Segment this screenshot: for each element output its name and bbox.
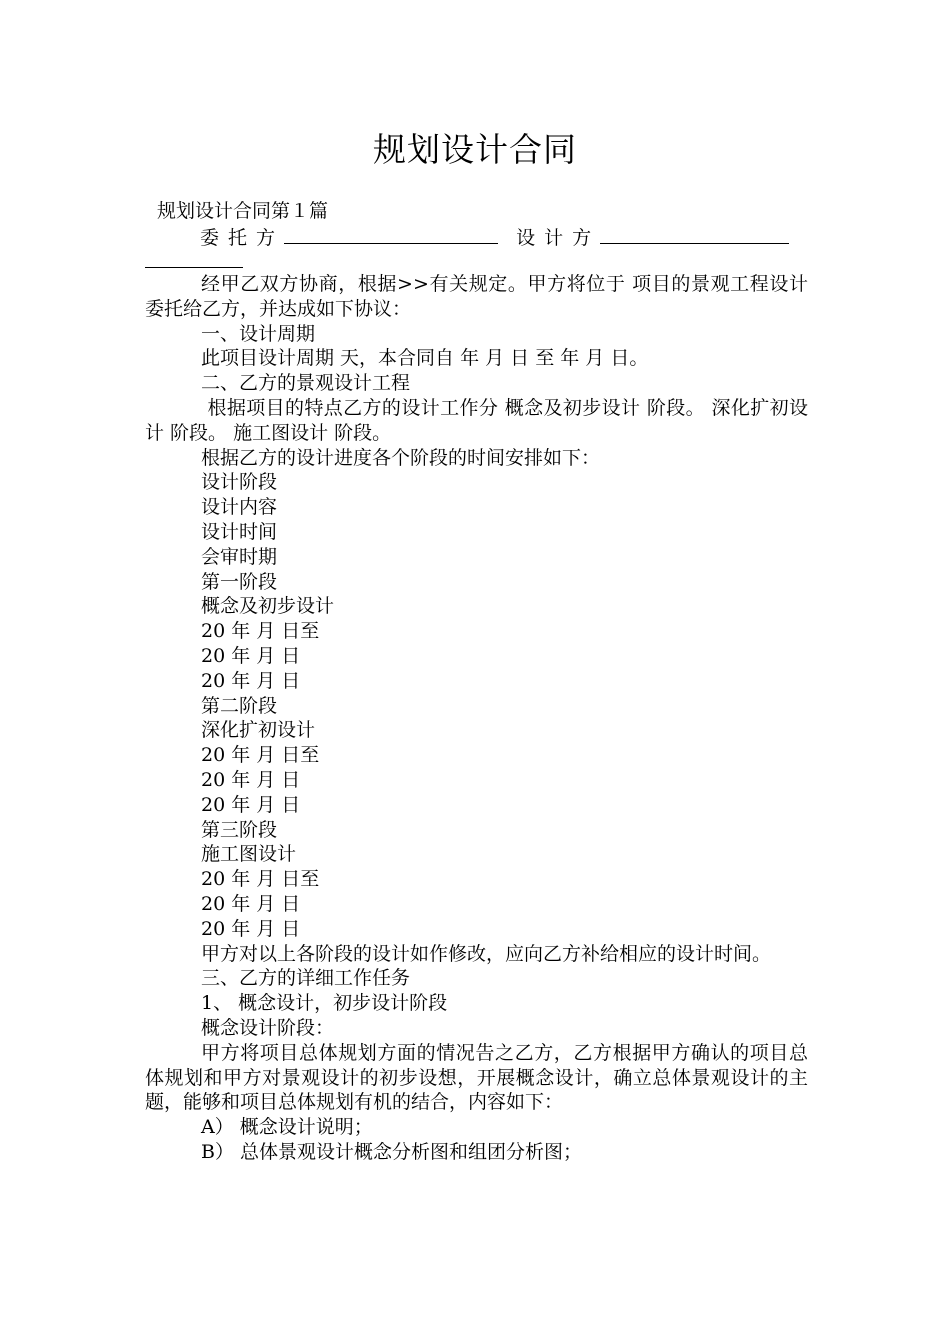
contract-body	[145, 272, 808, 1165]
contract-paragraph: 设计时间	[201, 520, 278, 543]
contract-paragraph: B） 总体景观设计概念分析图和组团分析图；	[201, 1140, 583, 1163]
contract-paragraph: 三、乙方的详细工作任务	[201, 967, 411, 990]
document-title: 规划设计合同	[373, 130, 577, 169]
designer-label: 设计方	[516, 227, 601, 249]
contract-paragraph: 二、乙方的景观设计工程	[201, 372, 411, 395]
contract-paragraph: 第三阶段	[201, 818, 278, 841]
client-blank	[284, 224, 498, 244]
designer-blank	[600, 224, 789, 244]
contract-paragraph: 第二阶段	[201, 694, 278, 717]
contract-paragraph: 设计阶段	[201, 471, 278, 494]
contract-paragraph: 20 年 月 日至	[201, 868, 320, 891]
contract-paragraph: 20 年 月 日至	[201, 744, 320, 767]
contract-paragraph: 1、 概念设计，初步设计阶段	[201, 992, 448, 1015]
contract-paragraph: 甲方对以上各阶段的设计如作修改，应向乙方补给相应的设计时间。	[201, 942, 772, 965]
contract-paragraph: 一、设计周期	[201, 322, 316, 345]
contract-paragraph: 20 年 月 日	[201, 669, 301, 692]
contract-paragraph: 20 年 月 日	[201, 892, 301, 915]
contract-paragraph: 20 年 月 日	[201, 644, 301, 667]
contract-paragraph: 此项目设计周期 天，本合同自 年 月 日 至 年 月 日。	[201, 347, 649, 370]
contract-paragraph: 根据项目的特点乙方的设计工作分 概念及初步设计 阶段。 深化扩初设计 阶段。 施工图设计 阶段。	[145, 396, 808, 444]
contract-paragraph: 20 年 月 日至	[201, 620, 320, 643]
contract-paragraph: 设计内容	[201, 496, 278, 519]
contract-paragraph: 根据乙方的设计进度各个阶段的时间安排如下：	[201, 446, 601, 469]
contract-paragraph: 深化扩初设计	[201, 719, 316, 742]
contract-paragraph: 会审时期	[201, 545, 278, 568]
parties-line	[200, 224, 808, 251]
document-subtitle: 规划设计合同第１篇	[157, 200, 329, 222]
contract-paragraph: 20 年 月 日	[201, 917, 301, 940]
contract-paragraph: 甲方将项目总体规划方面的情况告之乙方，乙方根据甲方确认的项目总体规划和甲方对景观设计的初步设想，开展概念设计，确立总体景观设计的主题，能够和项目总体规划有机的结合，内容如下：	[145, 1041, 808, 1114]
designer-blank-continued	[145, 247, 243, 268]
contract-paragraph: 概念设计阶段：	[201, 1016, 335, 1039]
contract-paragraph: 第一阶段	[201, 570, 278, 593]
contract-paragraph: 20 年 月 日	[201, 793, 301, 816]
contract-paragraph: 概念及初步设计	[201, 595, 335, 618]
contract-paragraph: A） 概念设计说明；	[201, 1116, 373, 1139]
contract-paragraph: 经甲乙双方协商，根据>>有关规定。甲方将位于 项目的景观工程设计委托给乙方，并达成如下协议：	[145, 273, 808, 320]
contract-paragraph: 20 年 月 日	[201, 768, 301, 791]
client-label: 委托方	[200, 227, 285, 249]
contract-paragraph: 施工图设计	[201, 843, 297, 866]
